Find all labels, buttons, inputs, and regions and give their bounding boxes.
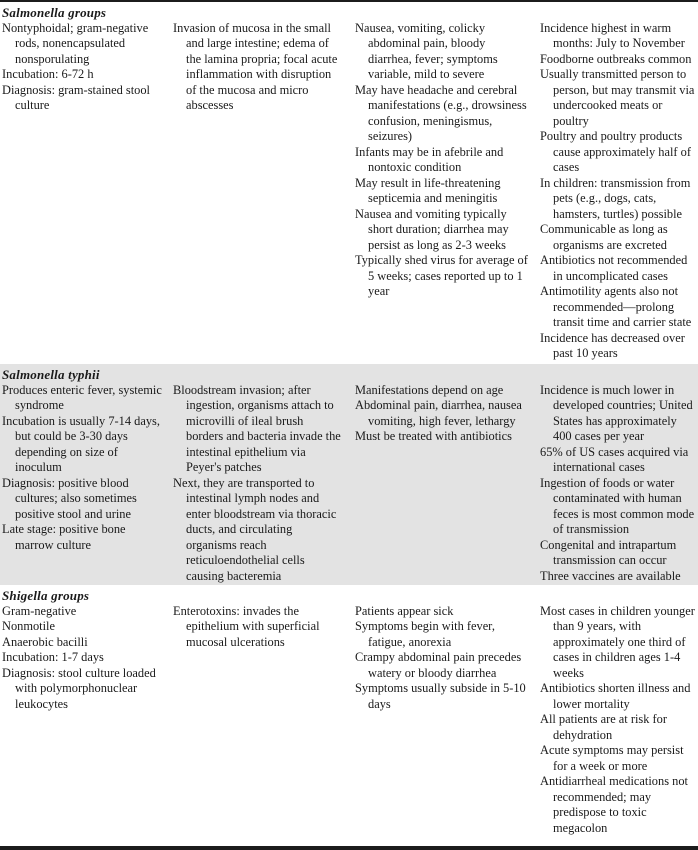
cell-entry: Communicable as long as organisms are excreted bbox=[540, 222, 668, 252]
cell-entry: Enterotoxins: invades the epithelium with superficial mucosal ulcerations bbox=[173, 603, 320, 649]
cell-entry: Incubation: 6-72 h bbox=[2, 67, 94, 81]
section-header: Shigella groups bbox=[2, 588, 90, 603]
cell-entry: Acute symptoms may persist for a week or more bbox=[540, 743, 684, 773]
cell-entry: Nontyphoidal; gram-negative rods, nonencapsulated nonsporulating bbox=[2, 20, 149, 66]
cell-entry: Foodborne outbreaks common bbox=[540, 51, 692, 66]
cell-entry: Next, they are transported to intestinal lymph nodes and enter bloodstream via thoracic ducts, and circulating organisms reach reticuloendothelial cells causing bacteremia bbox=[173, 475, 337, 583]
table-section-salmonella-groups bbox=[0, 2, 698, 364]
table-cell bbox=[0, 604, 171, 713]
cell-entry: May result in life-threatening septicemia and meningitis bbox=[355, 175, 501, 205]
table-cell bbox=[347, 383, 537, 445]
cell-entry: Antidiarrheal medications not recommended; may predispose to toxic megacolon bbox=[540, 774, 688, 835]
cell-entry: Nonmotile bbox=[2, 619, 55, 633]
table-section-shigella-groups bbox=[0, 585, 698, 843]
cell-entry: Ingestion of foods or water contaminated with human feces is most common mode of transmission bbox=[540, 475, 695, 536]
cell-entry: Incidence is much lower in developed countries; United States has approximately 400 cases per year bbox=[540, 382, 693, 443]
cell-entry: Antibiotics shorten illness and lower mortality bbox=[540, 681, 691, 711]
cell-entry: Must be treated with antibiotics bbox=[355, 429, 512, 443]
cell-entry: Abdominal pain, diarrhea, nausea vomiting, high fever, lethargy bbox=[355, 398, 522, 428]
cell-entry: Incidence has decreased over past 10 years bbox=[540, 330, 685, 360]
cell-entry: Infants may be in afebrile and nontoxic condition bbox=[355, 144, 504, 174]
table-cell bbox=[537, 383, 698, 585]
cell-entry: Nausea, vomiting, colicky abdominal pain, bloody diarrhea, fever; symptoms variable, mild to severe bbox=[355, 20, 498, 81]
cell-entry: Diagnosis: gram-stained stool culture bbox=[2, 82, 150, 112]
table-cell bbox=[347, 604, 537, 713]
table-cell bbox=[171, 383, 347, 585]
cell-entry: Invasion of mucosa in the small and large intestine; edema of the lamina propria; focal acute inflammation with disruption of the mucosa and micro abscesses bbox=[173, 20, 338, 112]
table-cell bbox=[0, 21, 171, 114]
cell-entry: 65% of US cases acquired via international cases bbox=[540, 444, 689, 474]
cell-entry: Incubation is usually 7-14 days, but could be 3-30 days depending on size of inoculum bbox=[2, 413, 160, 474]
cell-entry: Diagnosis: stool culture loaded with polymorphonuclear leukocytes bbox=[2, 665, 156, 711]
section-columns bbox=[0, 21, 698, 362]
table-cell bbox=[347, 21, 537, 300]
table-cell bbox=[537, 604, 698, 837]
cell-entry: Gram-negative bbox=[2, 603, 77, 618]
table-section-salmonella-typhii bbox=[0, 364, 698, 585]
cell-entry: Symptoms usually subside in 5-10 days bbox=[355, 681, 526, 711]
cell-entry: Anaerobic bacilli bbox=[2, 634, 88, 649]
cell-entry: Congenital and intrapartum transmission can occur bbox=[540, 537, 677, 567]
cell-entry: Incubation: 1-7 days bbox=[2, 650, 104, 664]
cell-entry: Usually transmitted person to person, but may transmit via undercooked meats or poultry bbox=[540, 67, 695, 128]
cell-entry: Diagnosis: positive blood cultures; also sometimes positive stool and urine bbox=[2, 475, 137, 521]
cell-entry: Produces enteric fever, systemic syndrome bbox=[2, 382, 162, 412]
cell-entry: Antimotility agents also not recommended—prolong transit time and carrier state bbox=[540, 284, 692, 329]
section-columns bbox=[0, 604, 698, 837]
section-columns bbox=[0, 383, 698, 585]
table-cell bbox=[171, 21, 347, 114]
cell-entry: Nausea and vomiting typically short duration; diarrhea may persist as long as 2-3 weeks bbox=[355, 206, 509, 252]
section-header: Salmonella groups bbox=[2, 5, 107, 20]
cell-entry: Symptoms begin with fever, fatigue, anorexia bbox=[355, 619, 495, 649]
table-cell bbox=[0, 383, 171, 554]
cell-entry: Antibiotics not recommended in uncomplicated cases bbox=[540, 253, 688, 283]
table-cell bbox=[171, 604, 347, 651]
cell-entry: Manifestations depend on age bbox=[355, 382, 504, 397]
section-header: Salmonella typhii bbox=[2, 367, 100, 382]
cell-entry: Three vaccines are available bbox=[540, 568, 681, 583]
cell-entry: In children: transmission from pets (e.g., dogs, cats, hamsters, turtles) possible bbox=[540, 175, 691, 221]
cell-entry: Incidence highest in warm months: July to November bbox=[540, 20, 685, 50]
table-cell bbox=[537, 21, 698, 362]
cell-entry: Late stage: positive bone marrow culture bbox=[2, 522, 126, 552]
cell-entry: Typically shed virus for average of 5 weeks; cases reported up to 1 year bbox=[355, 253, 528, 298]
cell-entry: Crampy abdominal pain precedes watery or bloody diarrhea bbox=[355, 650, 522, 680]
cell-entry: Patients appear sick bbox=[355, 603, 454, 618]
cell-entry: Most cases in children younger than 9 years, with approximately one third of cases in children ages 1-4 weeks bbox=[540, 603, 695, 680]
table-sections bbox=[0, 2, 698, 843]
cell-entry: Bloodstream invasion; after ingestion, organisms attach to microvilli of ileal brush borders and bacteria invade the intestinal epithelium via Peyer's patches bbox=[173, 382, 341, 474]
cell-entry: Poultry and poultry products cause approximately half of cases bbox=[540, 129, 691, 174]
cell-entry: All patients are at risk for dehydration bbox=[540, 712, 667, 742]
cell-entry: May have headache and cerebral manifestations (e.g., drowsiness confusion, meningismus, seizures) bbox=[355, 82, 527, 143]
